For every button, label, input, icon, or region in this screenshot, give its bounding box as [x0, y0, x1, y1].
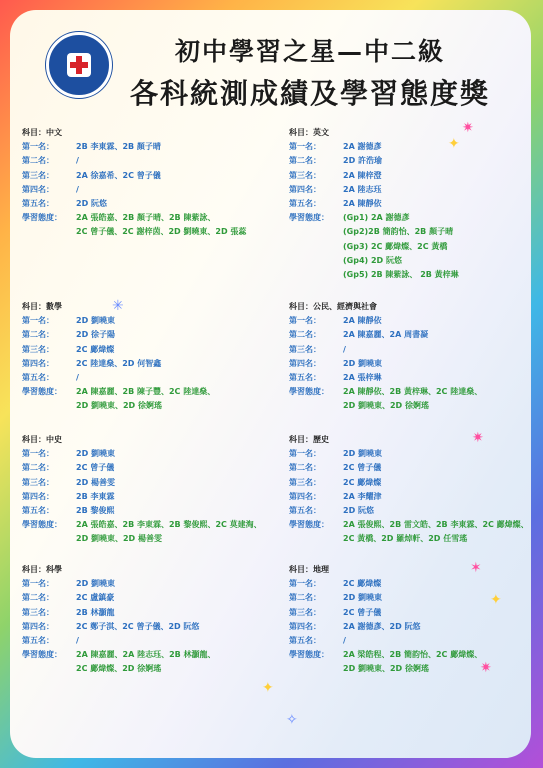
result-row: [289, 314, 482, 328]
student-names: 2D 阮悠: [343, 506, 374, 516]
student-names: 2B 李東霖、2B 顏子晴: [76, 142, 161, 152]
result-row: [289, 371, 482, 385]
rank-label: 第一名：: [289, 579, 321, 589]
student-names: 2C 曾子儀: [76, 463, 115, 473]
rank-label: 第一名：: [289, 449, 321, 459]
result-row: [289, 343, 482, 357]
rank-label: 第二名：: [289, 593, 321, 603]
rank-label: 第二名：: [22, 463, 54, 473]
student-names: 2C 鄺煒燦: [76, 344, 115, 354]
student-names: 2A 梁皓程、2B 簡韵怡、2C 鄺煒燦、: [343, 650, 483, 660]
rank-label: 學習態度：: [289, 387, 329, 397]
student-names: 2A 陳靜依、2B 黃梓琳、2C 陸達燊、: [343, 387, 483, 397]
result-row: [22, 385, 215, 399]
rank-label: 第三名：: [289, 344, 321, 354]
result-row: [22, 343, 215, 357]
student-names: 2D 劉曉東、2D 徐婀瑤: [343, 401, 429, 411]
student-names: 2A 陸志珏: [343, 184, 382, 194]
student-names: 2A 李耀津: [343, 491, 382, 501]
rank-label: 第二名：: [22, 330, 54, 340]
student-names: 2A 陳梓澄: [343, 170, 382, 180]
result-row: [22, 532, 262, 546]
cross-icon: [67, 53, 91, 77]
rank-label: 學習態度：: [22, 520, 62, 530]
result-row: [289, 399, 482, 413]
student-names: 2C 陸達燊、2D 何智鑫: [76, 358, 162, 368]
rank-label: 第四名：: [289, 184, 321, 194]
result-row: [22, 606, 216, 620]
subject-section: [22, 300, 215, 414]
result-row: [289, 140, 459, 154]
result-row: [289, 154, 459, 168]
sparkle-icon: ✧: [286, 712, 298, 728]
rank-label: 學習態度：: [289, 213, 329, 223]
rank-label: 第四名：: [22, 184, 54, 194]
subject-title: 科目：地理: [289, 565, 329, 574]
result-row: [289, 504, 529, 518]
student-names: 2C 盧鎮豪: [76, 593, 115, 603]
result-row: [289, 620, 482, 634]
student-names: 2C 曾子儀、2C 謝梓茵、2D 劉曉東、2D 張蕊: [76, 227, 247, 237]
rank-label: 第一名：: [22, 142, 54, 152]
result-row: [289, 197, 459, 211]
student-names: /: [343, 636, 346, 646]
rank-label: 學習態度：: [22, 213, 62, 223]
rank-label: 第四名：: [22, 491, 54, 501]
student-names: 2A 謝德彥、2D 阮悠: [343, 621, 421, 631]
result-row: [289, 357, 482, 371]
result-row: [22, 461, 262, 475]
rank-label: 第四名：: [22, 358, 54, 368]
rank-label: 第四名：: [289, 621, 321, 631]
result-row: [22, 591, 216, 605]
student-names: 2A 張俊熙、2B 雷文皓、2B 李東霖、2C 鄺煒燦、: [343, 520, 529, 530]
rank-label: 第一名：: [22, 316, 54, 326]
student-names: 2B 黎俊熙: [76, 506, 115, 516]
rank-label: 第三名：: [289, 607, 321, 617]
sparkle-icon: ✦: [262, 680, 274, 696]
sparkle-icon: ✷: [462, 120, 474, 136]
result-row: [22, 154, 246, 168]
student-names: 2B 李東霖: [76, 491, 115, 501]
student-names: 2C 鄭子淇、2C 曾子儀、2D 阮悠: [76, 621, 200, 631]
result-row: [22, 314, 215, 328]
result-row: [22, 140, 246, 154]
student-names: 2A 陳嘉麗、2A 陸志珏、2B 林灝龍、: [76, 650, 216, 660]
result-row: [22, 634, 216, 648]
result-row: [22, 211, 246, 225]
student-names: /: [343, 344, 346, 354]
student-names: 2D 劉曉東: [343, 358, 382, 368]
subject-section: [289, 300, 482, 414]
student-names: 2A 陳靜依: [343, 199, 382, 209]
sparkle-icon: ✦: [490, 592, 502, 608]
subject-section: [289, 126, 459, 282]
rank-label: 第五名：: [22, 636, 54, 646]
student-names: 2C 黃橋、2D 羅焯軒、2D 任雪瑤: [343, 534, 468, 544]
student-names: 2D 劉曉東: [76, 449, 115, 459]
sparkle-icon: ✦: [448, 136, 460, 152]
subject-title: 科目：公民、經濟與社會: [289, 302, 377, 311]
student-names: (Gp2)2B 簡韵怡、2B 顏子晴: [343, 227, 454, 237]
student-names: (Gp3) 2C 鄺煒燦、2C 黃橋: [343, 241, 448, 251]
result-row: [289, 577, 482, 591]
rank-label: 第五名：: [289, 373, 321, 383]
rank-label: 第一名：: [22, 449, 54, 459]
rank-label: 第三名：: [22, 170, 54, 180]
result-row: [289, 240, 459, 254]
rank-label: 第五名：: [289, 636, 321, 646]
result-row: [289, 447, 529, 461]
result-row: [289, 461, 529, 475]
student-names: 2A 張皓嘉、2B 顏子晴、2B 陳紫詠、: [76, 213, 216, 223]
page-subtitle: 各科統測成績及學習態度獎: [129, 77, 490, 110]
rank-label: 學習態度：: [289, 650, 329, 660]
sparkle-icon: ✳: [112, 298, 124, 314]
subject-section: [22, 126, 246, 240]
rank-label: 第二名：: [289, 156, 321, 166]
student-names: 2D 楊善雯: [76, 477, 115, 487]
rank-label: 第一名：: [22, 579, 54, 589]
rank-label: 第四名：: [22, 621, 54, 631]
student-names: (Gp4) 2D 阮悠: [343, 255, 402, 265]
rank-label: 第一名：: [289, 316, 321, 326]
student-names: 2D 劉曉東: [76, 316, 115, 326]
student-names: 2D 劉曉東、2D 楊善雯: [76, 534, 162, 544]
result-row: [22, 183, 246, 197]
result-row: [22, 357, 215, 371]
result-row: [22, 371, 215, 385]
student-names: 2A 謝德彥: [343, 142, 382, 152]
subject-title: 科目：英文: [289, 128, 329, 137]
student-names: /: [76, 636, 79, 646]
result-row: [22, 620, 216, 634]
student-names: 2A 陳靜依: [343, 316, 382, 326]
result-row: [289, 490, 529, 504]
result-row: [22, 225, 246, 239]
rank-label: 第三名：: [22, 344, 54, 354]
student-names: (Gp5) 2B 陳紫詠、 2B 黃梓琳: [343, 270, 459, 280]
student-names: 2D 劉曉東: [343, 593, 382, 603]
sparkle-icon: ✷: [480, 660, 492, 676]
student-names: 2D 阮悠: [76, 199, 107, 209]
rank-label: 第三名：: [22, 477, 54, 487]
student-names: 2D 徐子陽: [76, 330, 115, 340]
rank-label: 第五名：: [289, 506, 321, 516]
result-row: [22, 476, 262, 490]
result-row: [22, 447, 262, 461]
rank-label: 第五名：: [22, 506, 54, 516]
result-row: [22, 169, 246, 183]
result-row: [22, 518, 262, 532]
rank-label: 學習態度：: [22, 387, 62, 397]
student-names: 2C 鄺煒燦: [343, 477, 382, 487]
student-names: 2C 曾子儀: [343, 607, 382, 617]
student-names: 2D 許浩瑜: [343, 156, 382, 166]
page-title: 初中學習之星—中二級: [174, 37, 445, 66]
student-names: 2A 張皓嘉、2B 李東霖、2B 黎俊熙、2C 莫建淘、: [76, 520, 262, 530]
subject-section: [22, 563, 216, 677]
student-names: /: [76, 373, 79, 383]
rank-label: 第五名：: [22, 373, 54, 383]
rank-label: 學習態度：: [289, 520, 329, 530]
rank-label: 第二名：: [22, 593, 54, 603]
result-row: [289, 328, 482, 342]
subject-section: [22, 433, 262, 547]
student-names: 2A 徐嘉希、2C 曾子儀: [76, 170, 161, 180]
student-names: 2D 劉曉東、2D 徐婀瑤: [343, 664, 429, 674]
subject-section: [289, 563, 482, 677]
rank-label: 第二名：: [289, 330, 321, 340]
rank-label: 第二名：: [289, 463, 321, 473]
result-row: [289, 476, 529, 490]
result-row: [289, 254, 459, 268]
rank-label: 第三名：: [289, 477, 321, 487]
subject-title: 科目：中史: [22, 435, 62, 444]
result-row: [22, 504, 262, 518]
rank-label: 學習態度：: [22, 650, 62, 660]
result-row: [289, 606, 482, 620]
student-names: 2C 鄺煒燦: [343, 579, 382, 589]
subject-title: 科目：歷史: [289, 435, 329, 444]
subject-title: 科目：科學: [22, 565, 62, 574]
student-names: 2A 陳嘉麗、2A 周書凝: [343, 330, 429, 340]
subject-title: 科目：數學: [22, 302, 62, 311]
rank-label: 第一名：: [289, 142, 321, 152]
result-row: [22, 328, 215, 342]
sparkle-icon: ✶: [470, 560, 482, 576]
student-names: 2D 劉曉東、2D 徐婀瑤: [76, 401, 162, 411]
subject-section: [289, 433, 529, 547]
student-names: 2B 林灝龍: [76, 607, 115, 617]
rank-label: 第五名：: [289, 199, 321, 209]
result-row: [289, 648, 482, 662]
student-names: 2C 曾子儀: [343, 463, 382, 473]
result-row: [22, 662, 216, 676]
student-names: /: [76, 156, 79, 166]
result-row: [22, 490, 262, 504]
student-names: 2D 劉曉東: [76, 579, 115, 589]
result-row: [289, 169, 459, 183]
student-names: 2D 劉曉東: [343, 449, 382, 459]
rank-label: 第三名：: [22, 607, 54, 617]
rank-label: 第四名：: [289, 491, 321, 501]
result-row: [289, 225, 459, 239]
result-row: [289, 518, 529, 532]
result-row: [289, 532, 529, 546]
result-row: [289, 211, 459, 225]
sparkle-icon: ✷: [472, 430, 484, 446]
result-row: [22, 577, 216, 591]
result-row: [22, 197, 246, 211]
student-names: (Gp1) 2A 謝德彥: [343, 213, 410, 223]
result-row: [22, 648, 216, 662]
rank-label: 第四名：: [289, 358, 321, 368]
rank-label: 第三名：: [289, 170, 321, 180]
student-names: 2C 鄺煒燦、2D 徐婀瑤: [76, 664, 162, 674]
rank-label: 第五名：: [22, 199, 54, 209]
rank-label: 第二名：: [22, 156, 54, 166]
result-row: [289, 662, 482, 676]
result-row: [289, 634, 482, 648]
student-names: 2A 張梓琳: [343, 373, 382, 383]
result-row: [289, 183, 459, 197]
result-row: [289, 385, 482, 399]
student-names: 2A 陳嘉麗、2B 陳子豐、2C 陸達燊、: [76, 387, 216, 397]
subject-title: 科目：中文: [22, 128, 62, 137]
result-row: [22, 399, 215, 413]
result-row: [289, 268, 459, 282]
student-names: /: [76, 184, 79, 194]
result-row: [289, 591, 482, 605]
